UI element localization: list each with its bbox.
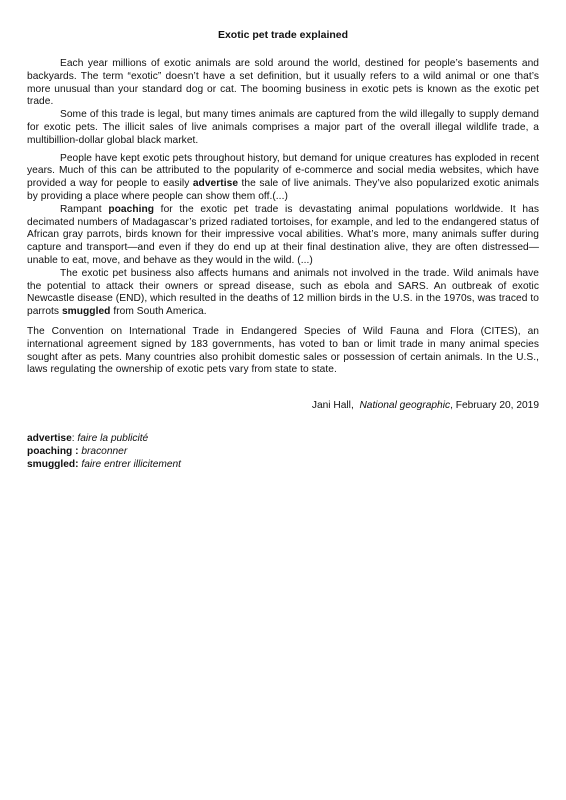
- paragraph-3: [27, 153, 539, 204]
- glossary-item: [27, 433, 539, 446]
- paragraph-5-text: The exotic pet business also affects humans and animals not involved in the trade. Wild animals have the potential to attack their owners or spread disease, such as ebola and SARS. An outbreak of exotic Newcastle disease (END), which resulted in the deaths of 12 million birds in the U.S. in the 1970s, was traced to parrots: [27, 267, 539, 318]
- glossary-separator: :: [71, 433, 78, 445]
- glossary-item: [27, 459, 539, 472]
- paragraph-6-text: The Convention on International Trade in Endangered Species of Wild Fauna and Flora (CITES), an international agreement signed by 183 governments, has voted to ban or limit trade in many animal species sought after as pets. Many countries also prohibit domestic sales or possession of certain animals. In the U.S., laws regulating the ownership of exotic pets vary from state to state.: [27, 325, 539, 376]
- source-date: , February 20, 2019: [450, 400, 539, 412]
- paragraph-1-text: Each year millions of exotic animals are sold around the world, destined for people’s basements and backyards. The term “exotic” doesn’t have a set definition, but it usually refers to a wild animal or one that’s more unusual than your standard dog or cat. The booming business in exotic pets is known as the exotic pet trade.: [27, 58, 539, 108]
- paragraph-4-text: Rampant: [60, 203, 109, 215]
- document-title: Exotic pet trade explained: [217, 29, 349, 41]
- paragraph-3-text: People have kept exotic pets throughout history, but demand for unique creatures has exploded in recent years. Much of this can be attributed to the popularity of e-commerce and social media websites, which have provided a way for people to easily: [27, 152, 539, 190]
- paragraph-4: [27, 204, 539, 268]
- keyword-advertise: advertise: [192, 178, 239, 190]
- paragraph-5-text-end: from South America.: [110, 306, 207, 318]
- glossary-term: poaching :: [27, 445, 79, 457]
- glossary-definition: faire la publicité: [77, 433, 149, 445]
- paragraph-4-text-end: for the exotic pet trade is devastating animal populations worldwide. It has decimated numbers of Madagascar’s prized radiated tortoises, for example, and led to the endangered status of African gray parrots, birds known for their impressive vocal abilities. What’s more, many animals suffer during capture and transport—and even if they do end up at their final destination alive, they are often distressed—unable to eat, move, and behave as they would in the wild. (...): [27, 203, 539, 266]
- glossary-term: advertise: [27, 433, 72, 445]
- keyword-poaching: poaching: [108, 203, 155, 215]
- paragraph-2-text: Some of this trade is legal, but many times animals are captured from the wild illegally to supply demand for exotic pets. The illicit sales of live animals comprises a major part of the overall illegal wildlife trade, a multibillion-dollar global black market.: [27, 109, 539, 146]
- glossary-definition: braconner: [81, 445, 128, 457]
- glossary-term: smuggled:: [27, 458, 79, 470]
- source-publication: National geographic: [359, 400, 451, 412]
- paragraph-3-text-end: the sale of live animals. They’ve also popularized exotic animals by providing a place where people can show them off.(...): [27, 178, 539, 202]
- paragraph-1: [27, 58, 539, 109]
- glossary: [27, 433, 539, 471]
- glossary-definition: faire entrer illicitement: [81, 458, 182, 470]
- source-author: Jani Hall,: [311, 400, 354, 412]
- document-page: [27, 29, 539, 472]
- paragraph-5: [27, 268, 539, 319]
- keyword-smuggled: smuggled: [61, 306, 111, 318]
- source-citation: [27, 399, 539, 412]
- paragraph-2: [27, 109, 539, 147]
- paragraph-6: [27, 326, 539, 377]
- glossary-item: [27, 446, 539, 459]
